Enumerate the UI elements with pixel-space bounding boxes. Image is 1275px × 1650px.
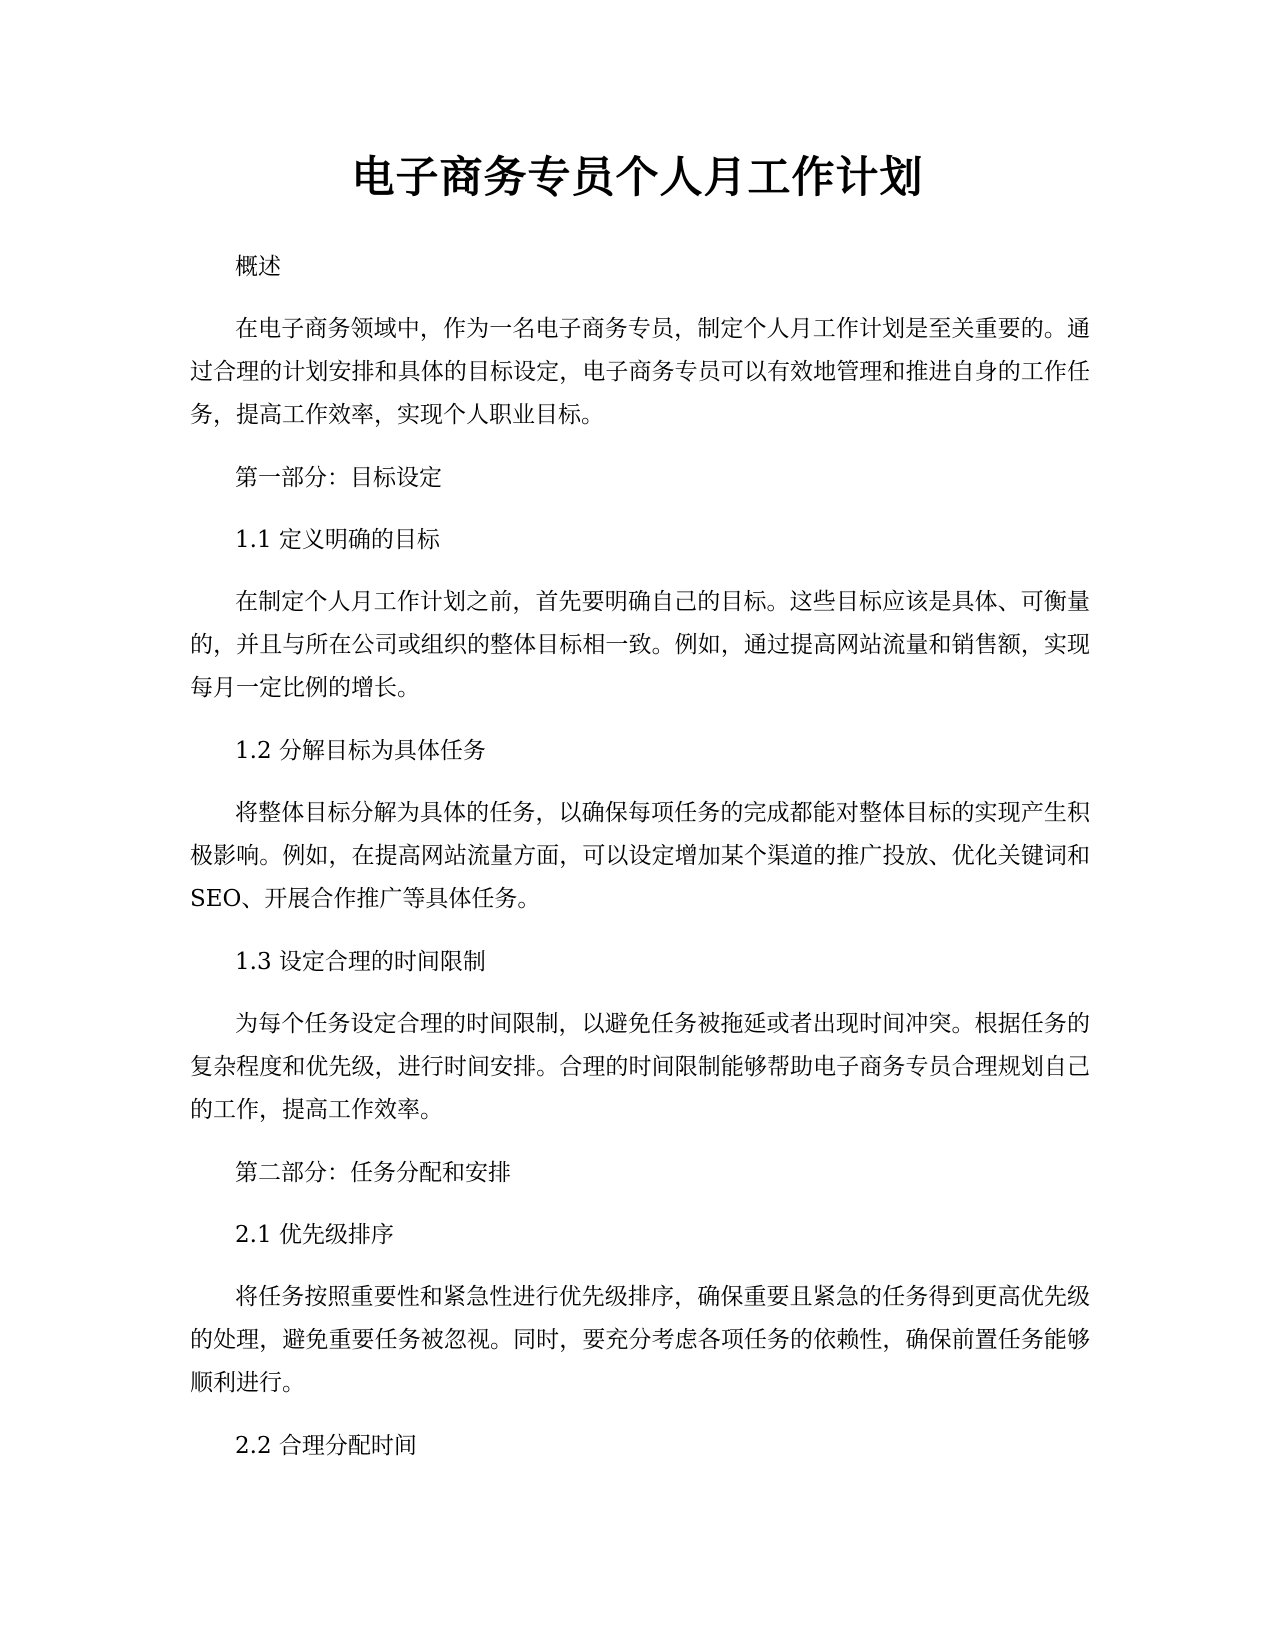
- subsection-heading-1-3: 1.3 设定合理的时间限制: [235, 949, 486, 975]
- document-body: [190, 246, 1090, 1487]
- paragraph-2-1: 将任务按照重要性和紧急性进行优先级排序，确保重要且紧急的任务得到更高优先级的处理，避免重要任务被忽视。同时，要充分考虑各项任务的依赖性，确保前置任务能够顺利进行。: [190, 1284, 1090, 1396]
- subsection-heading-1-2: 1.2 分解目标为具体任务: [235, 738, 486, 764]
- subsection-heading-1-1: 1.1 定义明确的目标: [235, 527, 440, 553]
- paragraph-1-3: 为每个任务设定合理的时间限制，以避免任务被拖延或者出现时间冲突。根据任务的复杂程度和优先级，进行时间安排。合理的时间限制能够帮助电子商务专员合理规划自己的工作，提高工作效率。: [190, 1011, 1090, 1123]
- subsection-heading-2-1: 2.1 优先级排序: [235, 1222, 394, 1248]
- section-heading-part-two: 第二部分：任务分配和安排: [235, 1160, 511, 1186]
- paragraph-overview: 在电子商务领域中，作为一名电子商务专员，制定个人月工作计划是至关重要的。通过合理的计划安排和具体的目标设定，电子商务专员可以有效地管理和推进自身的工作任务，提高工作效率，实现个人职业目标。: [190, 316, 1090, 428]
- document-title: 电子商务专员个人月工作计划: [351, 153, 924, 203]
- section-heading-overview: 概述: [235, 254, 281, 280]
- paragraph-1-1: 在制定个人月工作计划之前，首先要明确自己的目标。这些目标应该是具体、可衡量的，并且与所在公司或组织的整体目标相一致。例如，通过提高网站流量和销售额，实现每月一定比例的增长。: [190, 589, 1090, 701]
- section-heading-part-one: 第一部分：目标设定: [235, 465, 442, 491]
- subsection-heading-2-2: 2.2 合理分配时间: [235, 1433, 417, 1459]
- paragraph-1-2: 将整体目标分解为具体的任务，以确保每项任务的完成都能对整体目标的实现产生积极影响。例如，在提高网站流量方面，可以设定增加某个渠道的推广投放、优化关键词和SEO、开展合作推广等具体任务。: [190, 800, 1090, 912]
